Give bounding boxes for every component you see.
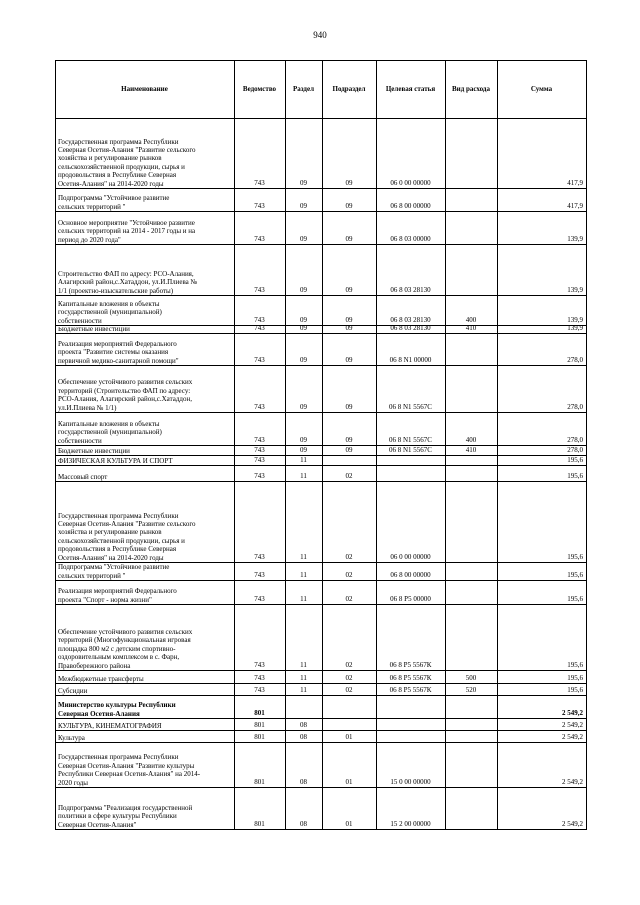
cell-subsection: 09 [345,286,353,294]
row-border [55,211,587,212]
row-name: Министерство культуры Республики Северная Осетия-Алания [58,701,176,718]
cell-subsection: 01 [345,820,353,828]
cell-amount: 139,9 [567,235,583,243]
row-name: Государственная программа Республики Северная Осетия-Алания "Развитие сельского хозяйства и регулирование рынков сельскохозяйственной продукции, сырья и продовольствия в Республике Северная Осетия-Алания" на 2014-2020 годы [58,511,196,562]
cell-dept: 743 [254,446,265,454]
cell-dept: 743 [254,553,265,561]
cell-section: 09 [300,202,307,210]
cell-target: 06 8 03 28130 [390,324,431,332]
column-border [55,60,56,830]
cell-expense-type: 520 [465,686,477,694]
cell-target: 06 8 P5 00000 [390,595,431,603]
cell-section: 11 [300,595,307,603]
cell-dept: 743 [254,179,265,187]
cell-target: 15 2 00 00000 [390,820,431,828]
cell-subsection: 09 [345,436,353,444]
cell-section: 11 [300,456,307,464]
cell-dept: 743 [254,456,265,464]
cell-expense-type: 400 [465,316,477,324]
cell-amount: 2 549,2 [562,733,583,741]
row-name: ФИЗИЧЕСКАЯ КУЛЬТУРА И СПОРТ [58,457,173,465]
cell-dept: 743 [254,403,265,411]
cell-dept: 801 [254,721,265,729]
cell-subsection: 09 [345,324,353,332]
cell-section: 11 [300,674,307,682]
cell-section: 11 [300,472,307,480]
row-name: Капитальные вложения в объекты государственной (муниципальной) собственности [58,419,162,445]
cell-section: 11 [300,553,307,561]
cell-section: 08 [300,721,307,729]
cell-amount: 195,6 [567,571,583,579]
cell-subsection: 02 [345,674,353,682]
column-border [586,60,587,830]
cell-dept: 743 [254,571,265,579]
cell-amount: 195,6 [567,661,583,669]
cell-amount: 2 549,2 [562,721,583,729]
cell-target: 15 0 00 00000 [390,778,431,786]
header-section: Раздел [292,85,315,93]
cell-subsection: 02 [345,571,353,579]
cell-target: 06 8 N1 5567С [389,436,432,444]
cell-dept: 743 [254,202,265,210]
row-border [55,481,587,482]
cell-expense-type: 400 [465,436,477,444]
column-border [322,60,323,830]
cell-target: 06 8 P5 5567К [389,661,432,669]
row-name: Подпрограмма "Устойчивое развитие сельских территорий " [58,564,170,580]
cell-subsection: 09 [345,202,353,210]
row-name: Культура [58,733,85,742]
cell-subsection: 02 [345,595,353,603]
cell-section: 11 [300,661,307,669]
cell-target: 06 8 N1 5567С [389,403,432,411]
cell-section: 09 [300,235,307,243]
row-name: Бюджетные инвестиции [58,447,130,455]
cell-subsection: 09 [345,356,353,364]
cell-amount: 195,6 [567,553,583,561]
cell-section: 09 [300,446,307,454]
cell-section: 09 [300,324,307,332]
cell-subsection: 09 [345,316,353,324]
cell-subsection: 02 [345,686,353,694]
cell-subsection: 02 [345,553,353,561]
cell-amount: 278,0 [567,403,583,411]
cell-dept: 801 [254,733,265,741]
cell-amount: 195,6 [567,686,583,694]
cell-section: 08 [300,733,307,741]
page-number: 940 [313,30,327,40]
cell-subsection: 09 [345,403,353,411]
cell-subsection: 01 [345,733,353,741]
cell-target: 06 0 00 00000 [390,553,431,561]
cell-section: 11 [300,571,307,579]
row-name: Межбюджетные трансферты [58,674,144,683]
row-border [55,695,587,696]
row-name: Бюджетные инвестиции [58,327,130,333]
row-border [55,412,587,413]
cell-amount: 195,6 [567,674,583,682]
cell-dept: 801 [254,709,265,717]
cell-section: 08 [300,820,307,828]
column-border [445,60,446,830]
cell-dept: 743 [254,324,265,332]
cell-amount: 417,9 [567,202,583,210]
row-name: Реализация мероприятий Федерального проекта "Развитие системы оказания первичной медико-санитарной помощи" [58,339,179,365]
row-border [55,333,587,334]
header-target: Целевая статья [385,85,436,93]
header-dept: Ведомство [242,85,277,93]
row-name: КУЛЬТУРА, КИНЕМАТОГРАФИЯ [58,721,162,730]
row-border [55,730,587,731]
cell-dept: 743 [254,316,265,324]
row-border [55,580,587,581]
row-name: Основное мероприятие "Устойчивое развитие сельских территорий на 2014 - 2017 годы и на период до 2020 года" [58,218,196,244]
row-border [55,718,587,719]
row-border [55,742,587,743]
column-border [285,60,286,830]
row-border [55,562,587,563]
cell-section: 09 [300,403,307,411]
cell-amount: 2 549,2 [562,709,583,717]
cell-subsection: 09 [345,446,353,454]
cell-dept: 743 [254,686,265,694]
row-name: Массовый спорт [58,472,108,481]
cell-section: 09 [300,436,307,444]
row-name: Государственная программа Республики Северная Осетия-Алания "Развитие сельского хозяйства и регулирование рынков сельскохозяйственной продукции, сырья и продовольствия в Республике Северная Осетия-Алания" на 2014-2020 годы [58,137,196,188]
cell-amount: 2 549,2 [562,778,583,786]
cell-amount: 195,6 [567,472,583,480]
row-name: Субсидии [58,686,88,695]
cell-subsection: 09 [345,235,353,243]
cell-subsection: 01 [345,778,353,786]
cell-target: 06 8 00 00000 [390,571,431,579]
cell-section: 11 [300,686,307,694]
cell-dept: 801 [254,820,265,828]
cell-amount: 139,9 [567,286,583,294]
header-name: Наименование [121,85,168,93]
row-name: Государственная программа Республики Северная Осетия-Алания "Развитие культуры Республики Северная Осетия-Алания" на 2014- 2020 годы [58,753,201,787]
cell-dept: 743 [254,356,265,364]
row-border [55,787,587,788]
row-border [55,604,587,605]
cell-amount: 278,0 [567,356,583,364]
row-border [55,365,587,366]
cell-dept: 743 [254,472,265,480]
row-name: Обеспечение устойчивого развития сельских территорий (Строительство ФАП по адресу: РСО-Алания, Алагирский район,с.Хатаддон, ул.И.Плиева № 1/1) [58,378,193,412]
row-border [55,670,587,671]
cell-target: 06 8 00 00000 [390,202,431,210]
cell-amount: 195,6 [567,595,583,603]
row-name: Подпрограмма "Реализация государственной политики в сфере культуры Республики Северная Осетия-Алания" [58,803,193,829]
cell-amount: 139,9 [567,324,583,332]
cell-section: 08 [300,778,307,786]
cell-section: 09 [300,179,307,187]
column-border [376,60,377,830]
cell-dept: 743 [254,595,265,603]
cell-dept: 743 [254,674,265,682]
row-name: Подпрограмма "Устойчивое развитие сельских территорий " [58,194,170,211]
header-subsection: Подраздел [332,85,366,93]
cell-target: 06 8 P5 5567К [389,686,432,694]
row-name: Строительство ФАП по адресу: РСО-Алания, Алагирский район,с.Хатаддон, ул.И.Плиева № 1/1 (проектно-изыскательские работы) [58,269,198,295]
cell-dept: 743 [254,661,265,669]
row-border [55,188,587,189]
cell-target: 06 8 03 28130 [390,286,431,294]
row-name: Капитальные вложения в объекты государственной (муниципальной) собственности [58,299,162,325]
cell-amount: 195,6 [567,456,583,464]
cell-dept: 743 [254,286,265,294]
cell-target: 06 8 N1 00000 [389,356,432,364]
cell-target: 06 8 03 28130 [390,316,431,324]
cell-target: 06 8 N1 5567С [389,446,432,454]
row-name: Обеспечение устойчивого развития сельских территорий (Многофункциональная игровая площадка 800 м2 с детским спортивно- оздоровительным комплексом в с. Фарн, Правобережного района [58,627,193,670]
cell-section: 09 [300,316,307,324]
cell-subsection: 02 [345,472,353,480]
cell-section: 09 [300,286,307,294]
cell-amount: 278,0 [567,446,583,454]
row-border [55,683,587,684]
cell-expense-type: 410 [465,446,477,454]
row-border [55,118,587,119]
cell-amount: 2 549,2 [562,820,583,828]
cell-target: 06 0 00 00000 [390,179,431,187]
header-expense-type: Вид расхода [452,85,490,93]
header-amount: Сумма [530,85,553,93]
row-border [55,465,587,466]
cell-target: 06 8 03 00000 [390,235,431,243]
cell-dept: 801 [254,778,265,786]
cell-expense-type: 410 [465,324,477,332]
cell-target: 06 8 P5 5567К [389,674,432,682]
cell-amount: 139,9 [567,316,583,324]
cell-subsection: 02 [345,661,353,669]
cell-amount: 278,0 [567,436,583,444]
row-border [55,295,587,296]
cell-dept: 743 [254,235,265,243]
cell-amount: 417,9 [567,179,583,187]
cell-dept: 743 [254,436,265,444]
row-name: Реализация мероприятий Федерального проекта "Спорт - норма жизни" [58,587,177,604]
row-border [55,244,587,245]
row-border [55,829,587,830]
cell-section: 09 [300,356,307,364]
cell-subsection: 09 [345,179,353,187]
cell-expense-type: 500 [465,674,477,682]
